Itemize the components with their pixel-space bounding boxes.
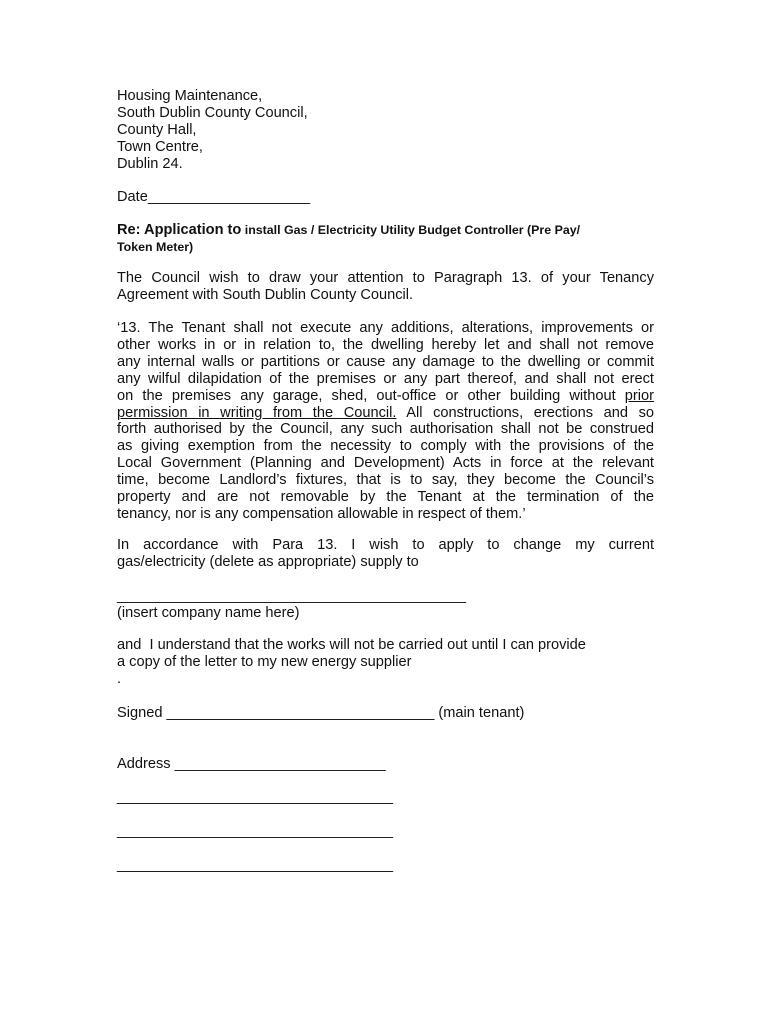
application-line: gas/electricity (delete as appropriate) supply to	[117, 553, 419, 570]
date-line: Date____________________	[117, 189, 311, 205]
clause-line: time, become Landlord’s fixtures, that is to say, they become the Council’s	[117, 472, 654, 489]
application-paragraph	[117, 537, 654, 571]
clause-13-quote	[117, 320, 654, 523]
clause-line: on the premises any garage, shed, out-office or other building without prior	[117, 387, 654, 404]
intro-line: Agreement with South Dublin County Council.	[117, 286, 414, 303]
signature-line: Signed _________________________________ (main tenant)	[117, 705, 525, 721]
subject-heading	[117, 222, 654, 256]
underlined-text: permission in writing from the Council.	[117, 404, 397, 421]
tenant-address-blank-1	[117, 789, 654, 806]
subject-line2: Token Meter)	[117, 240, 194, 254]
company-field	[117, 588, 654, 622]
subject-prefix: Re: Application to	[117, 222, 242, 238]
clause-line: property and are not removable by the Tenant at the termination of the	[117, 489, 654, 506]
address-line: Dublin 24.	[117, 155, 183, 172]
company-hint: (insert company name here)	[117, 604, 300, 621]
intro-paragraph	[117, 270, 654, 304]
recipient-address	[117, 88, 654, 173]
company-blank: ___________________________________________	[117, 588, 467, 604]
clause-line: forth authorised by the Council, any such authorisation shall not be construed	[117, 421, 654, 438]
understanding-line: a copy of the letter to my new energy supplier	[117, 653, 412, 670]
clause-line: tenancy, nor is any compensation allowable in respect of them.’	[117, 505, 526, 522]
blank-line: __________________________________	[117, 823, 393, 839]
clause-line: as giving exemption from the necessity to comply with the provisions of the	[117, 438, 654, 455]
address-line: Housing Maintenance,	[117, 88, 263, 104]
blank-line: __________________________________	[117, 789, 393, 805]
address-line: South Dublin County Council,	[117, 104, 308, 121]
understanding-paragraph	[117, 637, 654, 688]
address-line: Town Centre,	[117, 138, 203, 155]
signature-field	[117, 705, 654, 722]
clause-line: Local Government (Planning and Development) Acts in force at the relevant	[117, 455, 654, 472]
tenant-address-blank-3	[117, 857, 654, 874]
underlined-text: prior	[624, 387, 654, 404]
intro-line: The Council wish to draw your attention to Paragraph 13. of your Tenancy	[117, 270, 654, 286]
clause-line: any wilful dilapidation of the premises or any part thereof, and shall not erect	[117, 370, 654, 387]
address-label-line: Address __________________________	[117, 756, 386, 772]
application-line: In accordance with Para 13. I wish to apply to change my current	[117, 537, 654, 553]
understanding-line: .	[117, 670, 122, 687]
subject-rest: install Gas / Electricity Utility Budget Controller (Pre Pay/	[241, 223, 581, 237]
tenant-address-blank-2	[117, 823, 654, 840]
address-line: County Hall,	[117, 121, 197, 138]
blank-line: __________________________________	[117, 857, 393, 873]
clause-line: any internal walls or partitions or cause any damage to the dwelling or commit	[117, 353, 654, 370]
understanding-line: and I understand that the works will not be carried out until I can provide	[117, 637, 586, 653]
clause-line: other works in or in relation to, the dwelling hereby let and shall not remove	[117, 336, 654, 353]
clause-line: permission in writing from the Council. All constructions, erections and so	[117, 404, 655, 421]
tenant-address-field	[117, 756, 654, 773]
clause-line: ‘13. The Tenant shall not execute any additions, alterations, improvements or	[117, 320, 654, 336]
date-field	[117, 189, 654, 206]
